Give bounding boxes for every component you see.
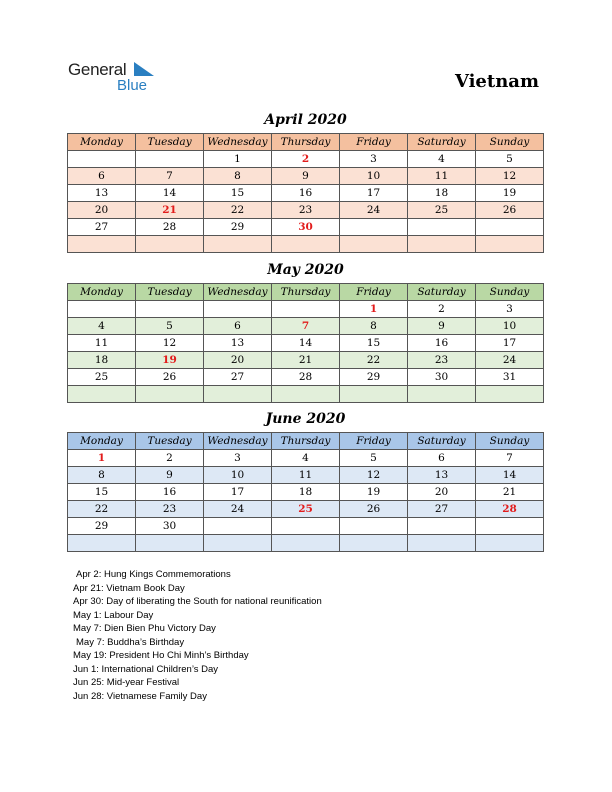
day-cell: 1 <box>340 301 408 318</box>
day-cell <box>340 535 408 552</box>
day-cell <box>408 518 476 535</box>
day-cell <box>408 386 476 403</box>
week-row <box>68 301 544 318</box>
weekday-header: Monday <box>68 134 136 151</box>
weekday-header: Saturday <box>408 134 476 151</box>
day-cell <box>68 301 136 318</box>
logo-triangle-icon <box>134 62 154 76</box>
day-cell: 6 <box>204 318 272 335</box>
day-cell: 18 <box>68 352 136 369</box>
day-cell: 7 <box>136 168 204 185</box>
day-cell: 5 <box>476 151 544 168</box>
month-title-may: May 2020 <box>267 262 344 278</box>
week-row <box>68 518 544 535</box>
day-cell: 26 <box>476 202 544 219</box>
day-cell: 19 <box>136 352 204 369</box>
day-cell <box>340 219 408 236</box>
weekday-header: Thursday <box>272 284 340 301</box>
day-cell <box>68 151 136 168</box>
day-cell <box>476 518 544 535</box>
day-cell: 17 <box>476 335 544 352</box>
day-cell: 4 <box>272 450 340 467</box>
day-cell <box>476 386 544 403</box>
day-cell: 13 <box>408 467 476 484</box>
day-cell <box>340 518 408 535</box>
holiday-item: Jun 25: Mid-year Festival <box>73 677 180 688</box>
day-cell: 14 <box>476 467 544 484</box>
month-title-april: April 2020 <box>264 112 347 128</box>
day-cell: 20 <box>68 202 136 219</box>
holiday-item: Jun 28: Vietnamese Family Day <box>73 690 207 702</box>
month-title-june: June 2020 <box>265 411 346 427</box>
day-cell: 8 <box>204 168 272 185</box>
calendar-may <box>67 283 544 403</box>
day-cell: 23 <box>272 202 340 219</box>
day-cell: 1 <box>68 450 136 467</box>
day-cell: 9 <box>272 168 340 185</box>
day-cell <box>136 151 204 168</box>
day-cell: 4 <box>68 318 136 335</box>
holiday-item: May 19: President Ho Chi Minh’s Birthday <box>73 650 249 661</box>
weekday-header: Sunday <box>476 134 544 151</box>
day-cell: 16 <box>272 185 340 202</box>
week-row <box>68 202 544 219</box>
weekday-header-row <box>68 284 544 301</box>
week-row <box>68 236 544 253</box>
day-cell: 27 <box>408 501 476 518</box>
day-cell: 11 <box>68 335 136 352</box>
day-cell <box>272 386 340 403</box>
day-cell: 20 <box>204 352 272 369</box>
week-row <box>68 318 544 335</box>
day-cell: 24 <box>476 352 544 369</box>
day-cell: 4 <box>408 151 476 168</box>
day-cell: 21 <box>272 352 340 369</box>
day-cell: 28 <box>476 501 544 518</box>
week-row <box>68 335 544 352</box>
day-cell: 19 <box>476 185 544 202</box>
day-cell: 23 <box>408 352 476 369</box>
day-cell <box>476 219 544 236</box>
day-cell: 13 <box>68 185 136 202</box>
week-row <box>68 151 544 168</box>
holiday-item: Jun 1: International Children’s Day <box>73 663 219 675</box>
week-row <box>68 484 544 501</box>
day-cell: 16 <box>408 335 476 352</box>
day-cell: 28 <box>136 219 204 236</box>
weekday-header: Tuesday <box>136 284 204 301</box>
day-cell <box>68 386 136 403</box>
weekday-header: Tuesday <box>136 433 204 450</box>
day-cell <box>408 219 476 236</box>
logo-blue-text: Blue <box>117 77 148 94</box>
day-cell: 3 <box>476 301 544 318</box>
day-cell: 29 <box>340 369 408 386</box>
day-cell: 6 <box>408 450 476 467</box>
day-cell <box>204 518 272 535</box>
day-cell: 14 <box>136 185 204 202</box>
day-cell: 12 <box>136 335 204 352</box>
day-cell <box>204 535 272 552</box>
day-cell: 7 <box>476 450 544 467</box>
calendar-june <box>67 432 544 552</box>
day-cell: 30 <box>136 518 204 535</box>
weekday-header: Tuesday <box>136 134 204 151</box>
week-row <box>68 219 544 236</box>
day-cell: 22 <box>204 202 272 219</box>
weekday-header: Friday <box>340 134 408 151</box>
weekday-header: Friday <box>340 284 408 301</box>
day-cell: 10 <box>204 467 272 484</box>
day-cell: 25 <box>408 202 476 219</box>
day-cell: 11 <box>408 168 476 185</box>
day-cell: 21 <box>136 202 204 219</box>
day-cell: 12 <box>340 467 408 484</box>
weekday-header: Monday <box>68 284 136 301</box>
day-cell <box>272 518 340 535</box>
holiday-item: May 7: Dien Bien Phu Victory Day <box>73 623 216 634</box>
week-row <box>68 352 544 369</box>
day-cell: 30 <box>408 369 476 386</box>
day-cell <box>204 236 272 253</box>
day-cell: 10 <box>476 318 544 335</box>
day-cell: 10 <box>340 168 408 185</box>
week-row <box>68 386 544 403</box>
day-cell: 7 <box>272 318 340 335</box>
day-cell: 25 <box>68 369 136 386</box>
day-cell: 11 <box>272 467 340 484</box>
day-cell: 8 <box>340 318 408 335</box>
weekday-header: Friday <box>340 433 408 450</box>
holiday-item: Apr 21: Vietnam Book Day <box>73 582 185 594</box>
day-cell <box>204 386 272 403</box>
day-cell: 9 <box>136 467 204 484</box>
logo <box>68 60 168 96</box>
day-cell: 15 <box>68 484 136 501</box>
day-cell: 16 <box>136 484 204 501</box>
day-cell <box>272 236 340 253</box>
holiday-list <box>73 568 322 703</box>
day-cell: 23 <box>136 501 204 518</box>
day-cell <box>68 535 136 552</box>
day-cell: 12 <box>476 168 544 185</box>
day-cell <box>136 301 204 318</box>
week-row <box>68 535 544 552</box>
day-cell: 22 <box>340 352 408 369</box>
day-cell: 5 <box>136 318 204 335</box>
holiday-item: May 7: Buddha’s Birthday <box>76 636 185 648</box>
day-cell: 26 <box>136 369 204 386</box>
day-cell: 6 <box>68 168 136 185</box>
holiday-item: Apr 30: Day of liberating the South for national reunification <box>73 596 322 607</box>
day-cell <box>68 236 136 253</box>
day-cell: 24 <box>340 202 408 219</box>
day-cell: 18 <box>408 185 476 202</box>
day-cell <box>272 301 340 318</box>
day-cell: 18 <box>272 484 340 501</box>
holiday-item: May 1: Labour Day <box>73 609 154 621</box>
day-cell <box>476 236 544 253</box>
day-cell: 30 <box>272 219 340 236</box>
day-cell <box>136 535 204 552</box>
weekday-header: Thursday <box>272 134 340 151</box>
week-row <box>68 369 544 386</box>
country-title: Vietnam <box>454 71 539 92</box>
weekday-header: Wednesday <box>204 284 272 301</box>
day-cell: 3 <box>204 450 272 467</box>
week-row <box>68 450 544 467</box>
day-cell: 13 <box>204 335 272 352</box>
day-cell <box>340 236 408 253</box>
day-cell: 2 <box>408 301 476 318</box>
weekday-header: Saturday <box>408 284 476 301</box>
day-cell: 31 <box>476 369 544 386</box>
day-cell: 27 <box>68 219 136 236</box>
day-cell: 15 <box>204 185 272 202</box>
day-cell <box>340 386 408 403</box>
day-cell: 29 <box>68 518 136 535</box>
weekday-header: Sunday <box>476 284 544 301</box>
calendar-april <box>67 133 544 253</box>
day-cell: 25 <box>272 501 340 518</box>
day-cell: 28 <box>272 369 340 386</box>
day-cell: 14 <box>272 335 340 352</box>
weekday-header: Sunday <box>476 433 544 450</box>
day-cell <box>408 236 476 253</box>
weekday-header: Saturday <box>408 433 476 450</box>
weekday-header-row <box>68 134 544 151</box>
weekday-header-row <box>68 433 544 450</box>
day-cell: 17 <box>204 484 272 501</box>
weekday-header: Wednesday <box>204 433 272 450</box>
week-row <box>68 185 544 202</box>
day-cell: 1 <box>204 151 272 168</box>
day-cell: 21 <box>476 484 544 501</box>
day-cell: 15 <box>340 335 408 352</box>
day-cell <box>476 535 544 552</box>
day-cell: 27 <box>204 369 272 386</box>
weekday-header: Monday <box>68 433 136 450</box>
day-cell: 19 <box>340 484 408 501</box>
day-cell: 9 <box>408 318 476 335</box>
weekday-header: Wednesday <box>204 134 272 151</box>
day-cell: 2 <box>272 151 340 168</box>
day-cell: 29 <box>204 219 272 236</box>
week-row <box>68 501 544 518</box>
day-cell: 2 <box>136 450 204 467</box>
weekday-header: Thursday <box>272 433 340 450</box>
day-cell: 26 <box>340 501 408 518</box>
day-cell <box>136 386 204 403</box>
holiday-item: Apr 2: Hung Kings Commemorations <box>76 569 231 580</box>
day-cell: 24 <box>204 501 272 518</box>
day-cell <box>408 535 476 552</box>
day-cell: 17 <box>340 185 408 202</box>
week-row <box>68 168 544 185</box>
day-cell: 22 <box>68 501 136 518</box>
day-cell <box>272 535 340 552</box>
day-cell: 8 <box>68 467 136 484</box>
week-row <box>68 467 544 484</box>
day-cell: 20 <box>408 484 476 501</box>
day-cell <box>136 236 204 253</box>
logo-general-text: General <box>68 60 127 79</box>
day-cell: 5 <box>340 450 408 467</box>
day-cell <box>204 301 272 318</box>
day-cell: 3 <box>340 151 408 168</box>
